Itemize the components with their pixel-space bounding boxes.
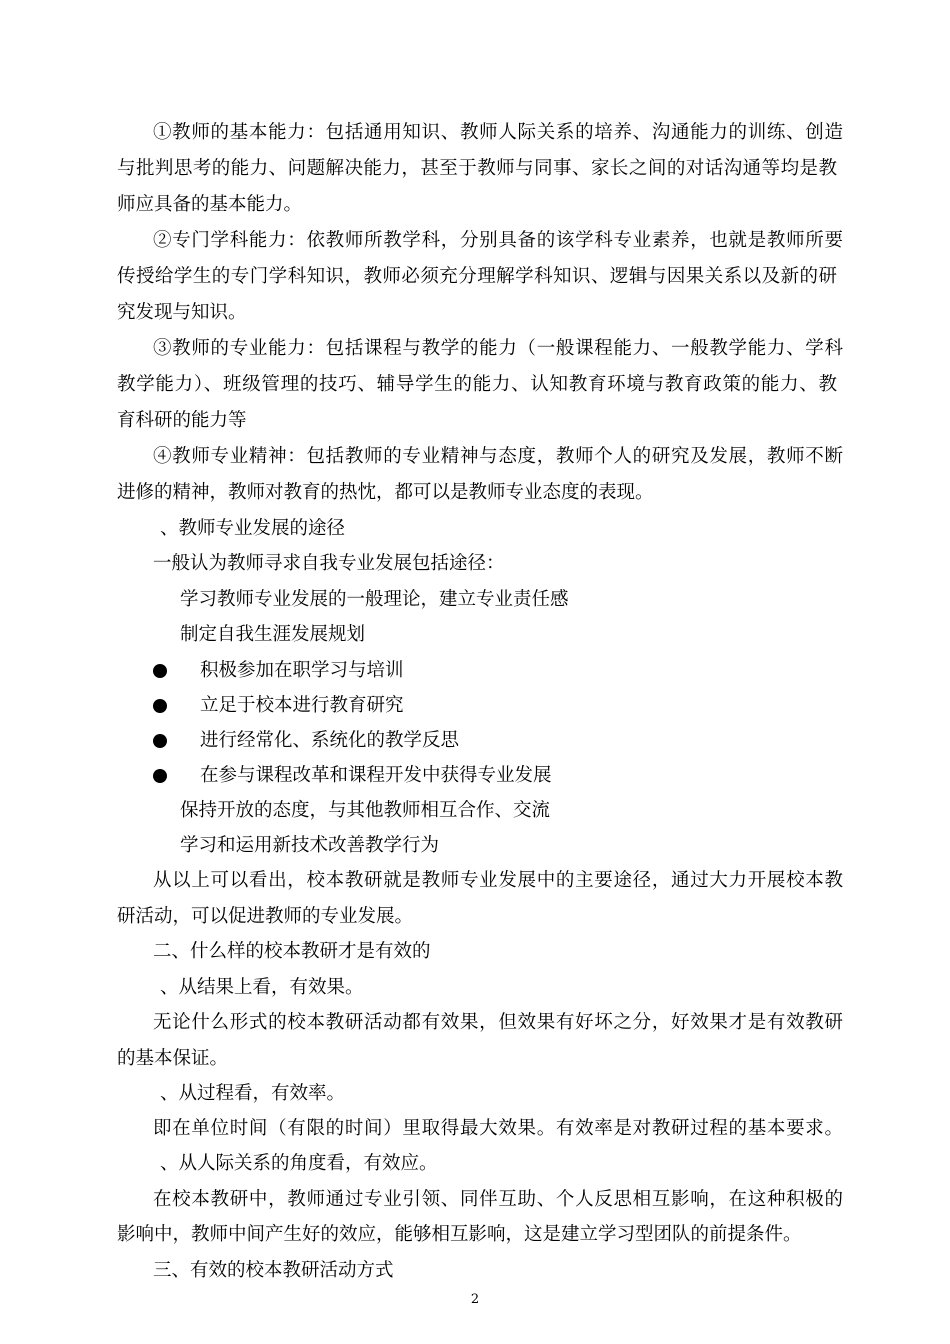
path-item-cooperation: 保持开放的态度，与其他教师相互合作、交流 (180, 800, 551, 821)
subsection-result-line-1: 无论什么形式的校本教研活动都有效果，但效果有好坏之分，好效果才是有效教研 (153, 1012, 843, 1033)
intro-development-path: 一般认为教师寻求自我专业发展包括途径： (153, 553, 505, 574)
section-2-title: 二、什么样的校本教研才是有效的 (153, 941, 431, 962)
paragraph-basic-ability-line-1: ①教师的基本能力：包括通用知识、教师人际关系的培养、沟通能力的训练、创造 (153, 122, 843, 143)
path-item-career-plan: 制定自我生涯发展规划 (180, 624, 366, 645)
black-circle-bullet-icon (153, 699, 167, 713)
black-circle-bullet-icon (153, 734, 167, 748)
subsection-relationship-title: 、从人际关系的角度看，有效应。 (160, 1153, 438, 1174)
paragraph-basic-ability-line-3: 师应具备的基本能力。 (117, 194, 303, 215)
paragraph-professional-ability-line-2: 教学能力）、班级管理的技巧、辅导学生的能力、认知教育环境与教育政策的能力、教 (117, 374, 837, 395)
paragraph-professional-ability-line-3: 育科研的能力等 (117, 410, 247, 431)
section-3-title: 三、有效的校本教研活动方式 (153, 1260, 394, 1281)
paragraph-basic-ability-line-2: 与批判思考的能力、问题解决能力，甚至于教师与同事、家长之间的对话沟通等均是教 (117, 158, 837, 179)
page-number: 2 (470, 1292, 480, 1307)
paragraph-professional-spirit-line-1: ④教师专业精神：包括教师的专业精神与态度，教师个人的研究及发展，教师不断 (153, 446, 843, 467)
paragraph-subject-ability-line-1: ②专门学科能力：依教师所教学科，分别具备的该学科专业素养，也就是教师所要 (153, 230, 843, 251)
conclusion-line-1: 从以上可以看出，校本教研就是教师专业发展中的主要途径，通过大力开展校本教 (153, 870, 843, 891)
black-circle-bullet-icon (153, 769, 167, 783)
paragraph-professional-ability-line-1: ③教师的专业能力：包括课程与教学的能力（一般课程能力、一般教学能力、学科 (153, 338, 843, 359)
path-item-new-technology: 学习和运用新技术改善教学行为 (180, 835, 440, 856)
paragraph-subject-ability-line-3: 究发现与知识。 (117, 302, 247, 323)
bullet-text: 积极参加在职学习与培训 (200, 660, 404, 681)
conclusion-line-2: 研活动，可以促进教师的专业发展。 (117, 906, 414, 927)
bullet-text: 立足于校本进行教育研究 (200, 695, 404, 716)
paragraph-subject-ability-line-2: 传授给学生的专门学科知识，教师必须充分理解学科知识、逻辑与因果关系以及新的研 (117, 266, 837, 287)
subsection-result-line-2: 的基本保证。 (117, 1048, 229, 1069)
paragraph-professional-spirit-line-2: 进修的精神，教师对教育的热忱，都可以是教师专业态度的表现。 (117, 482, 654, 503)
subsection-result-title: 、从结果上看，有效果。 (160, 977, 364, 998)
path-item-theory: 学习教师专业发展的一般理论，建立专业责任感 (180, 589, 569, 610)
black-circle-bullet-icon (153, 664, 167, 678)
subsection-relationship-line-2: 影响中，教师中间产生好的效应，能够相互影响，这是建立学习型团队的前提条件。 (117, 1224, 802, 1245)
bullet-text: 在参与课程改革和课程开发中获得专业发展 (200, 765, 552, 786)
subsection-process-line-1: 即在单位时间（有限的时间）里取得最大效果。有效率是对教研过程的基本要求。 (153, 1118, 843, 1139)
bullet-text: 进行经常化、系统化的教学反思 (200, 730, 460, 751)
heading-development-path: 、教师专业发展的途径 (160, 518, 346, 539)
subsection-process-title: 、从过程看，有效率。 (160, 1083, 346, 1104)
subsection-relationship-line-1: 在校本教研中，教师通过专业引领、同伴互助、个人反思相互影响，在这种积极的 (153, 1189, 843, 1210)
